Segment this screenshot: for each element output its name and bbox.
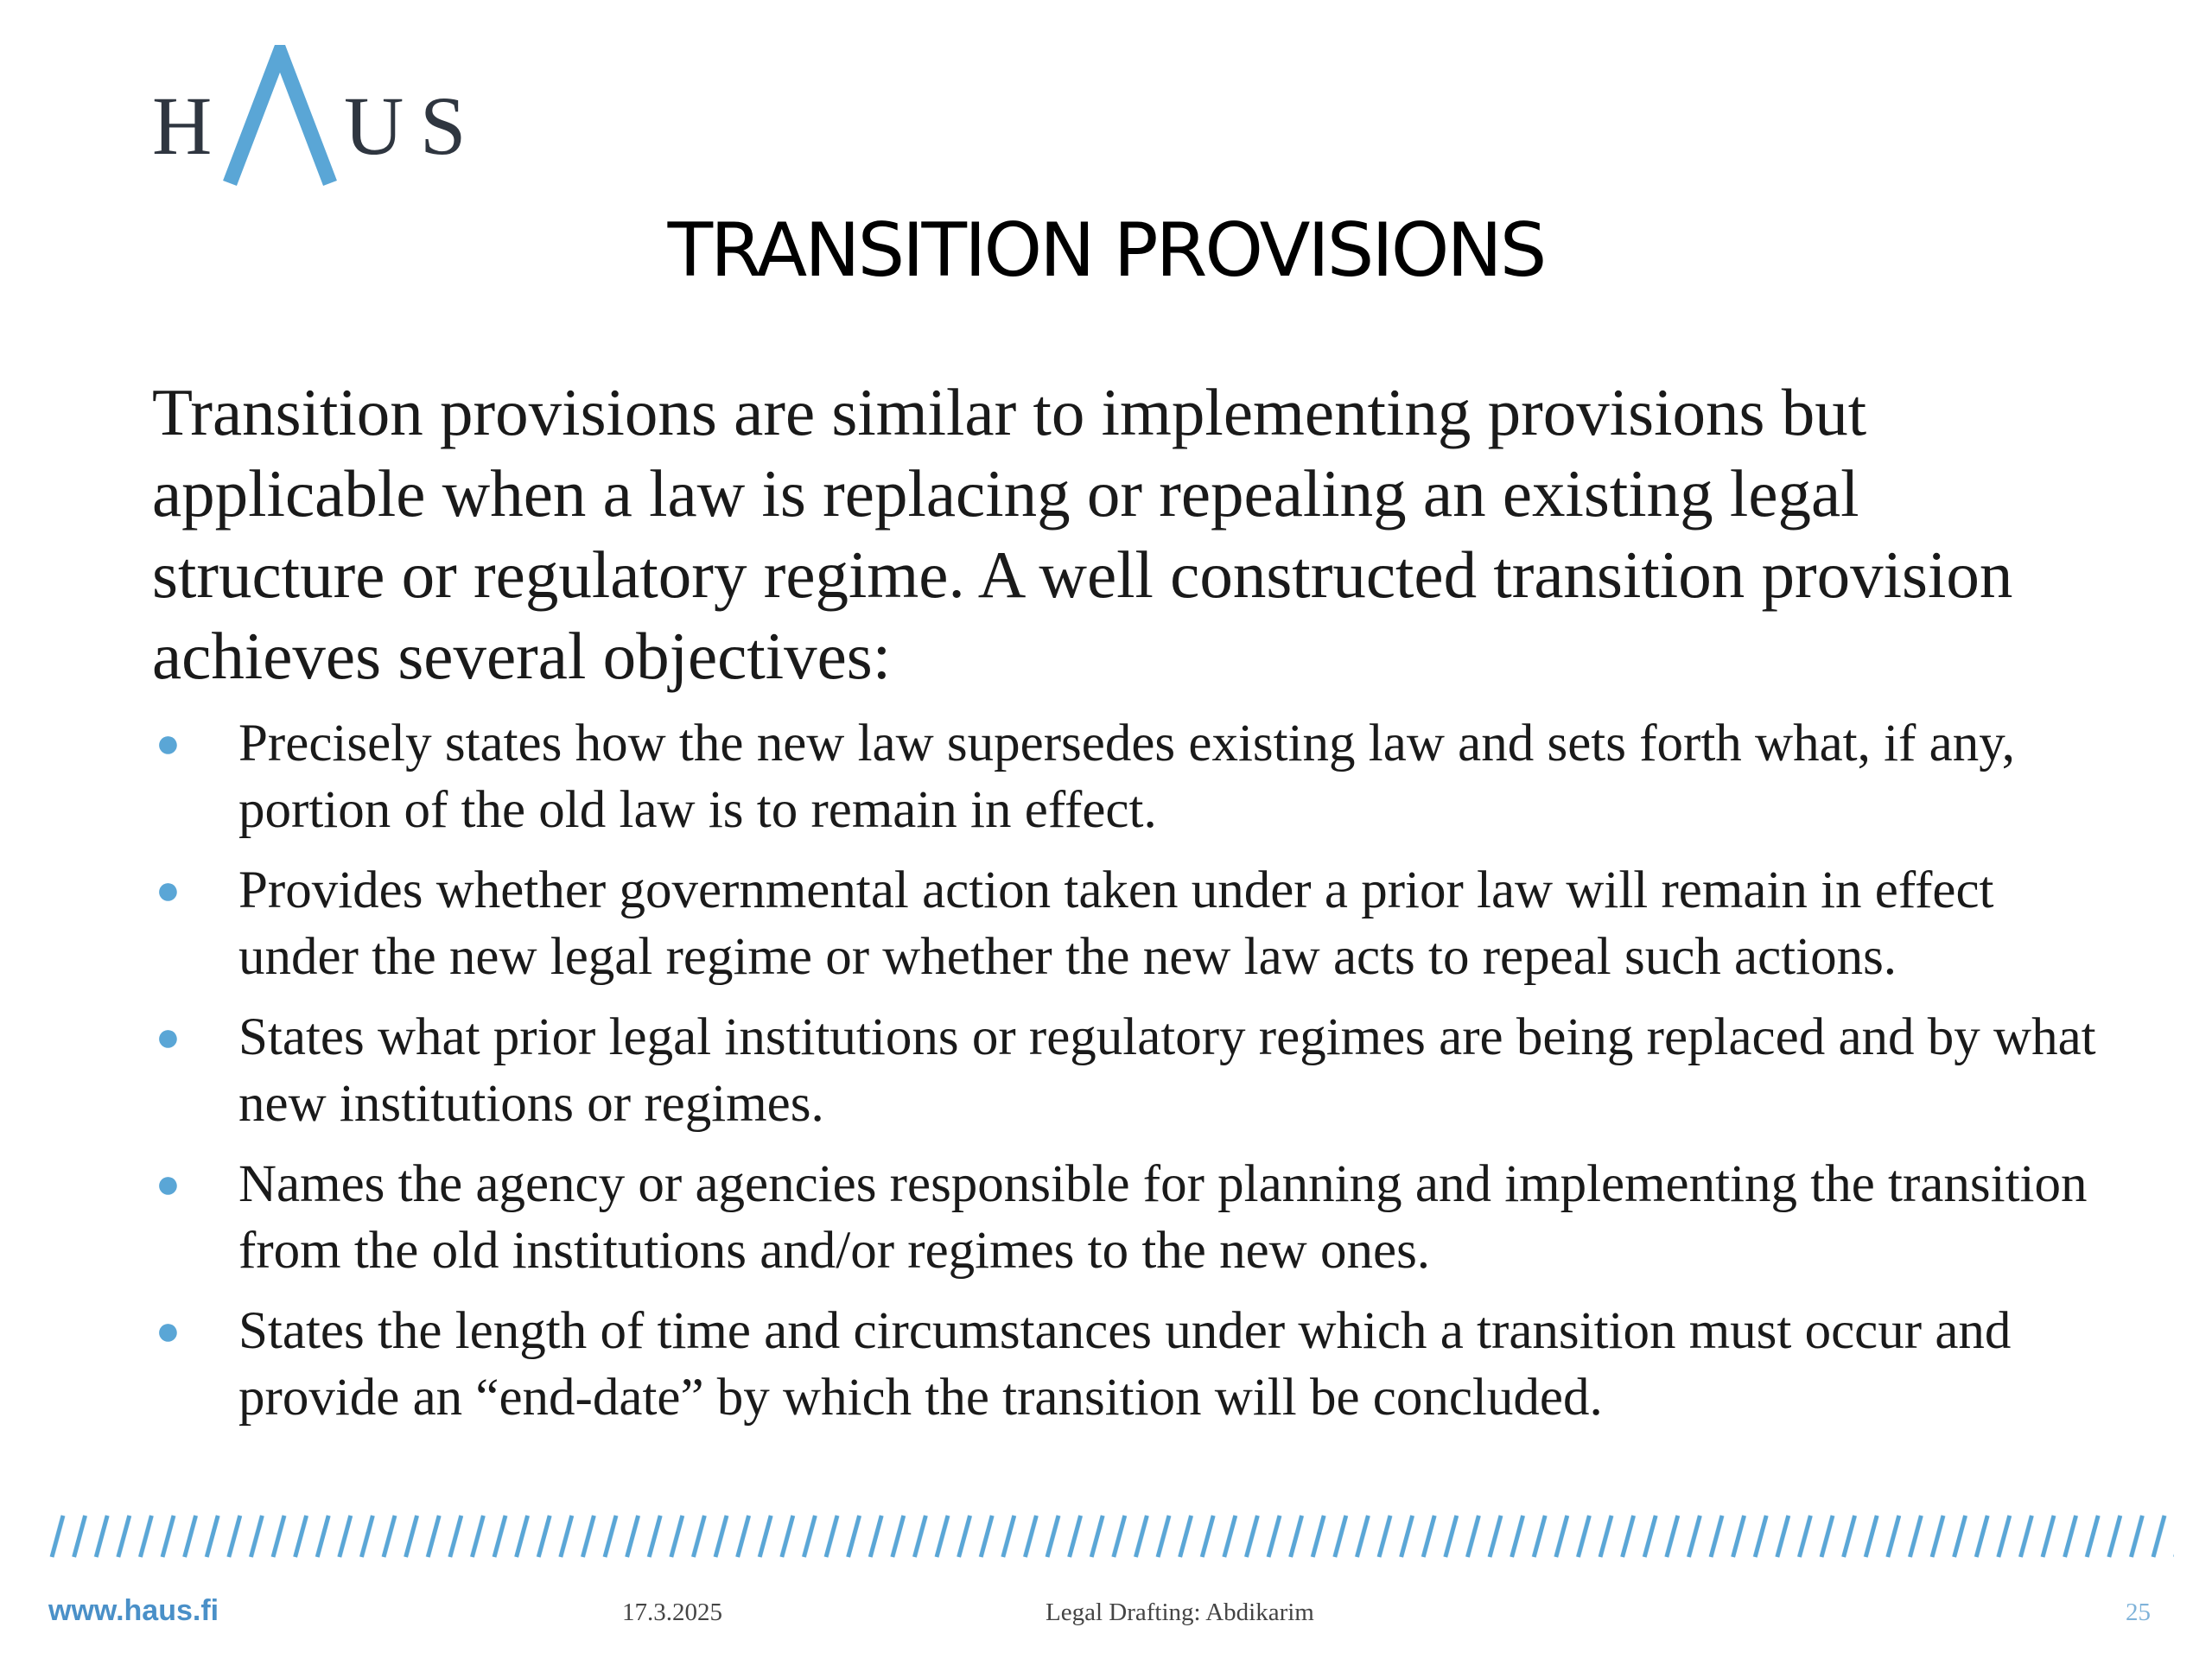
list-item [152, 1004, 2096, 1137]
intro-paragraph: Transition provisions are similar to implementing provisions but applicable when a law is replacing or repealing an existing legal structure or regulatory regime. A well constructed transition provision achieves several objectives: [152, 375, 2013, 693]
list-item [152, 1151, 2096, 1284]
list-item-text: Names the agency or agencies responsible for planning and implementing the transition from the old institutions and/or regimes to the new ones. [238, 1155, 2088, 1280]
list-item [152, 710, 2096, 843]
list-item-text: Provides whether governmental action taken under a prior law will remain in effect under the new legal regime or whether the new law acts to repeal such actions. [238, 861, 1994, 986]
logo-letter-h: H [152, 79, 213, 172]
list-item [152, 1298, 2096, 1431]
bullet-dot-icon: ● [156, 868, 181, 913]
list-item-text: States the length of time and circumstances under which a transition must occur and provide an “end-date” by which the transition will be concluded. [238, 1302, 2012, 1427]
footer-date: 17.3.2025 [622, 1599, 722, 1626]
logo-letter-s: S [420, 79, 467, 172]
footer-page-number: 25 [2126, 1599, 2151, 1626]
bullet-dot-icon: ● [156, 721, 181, 766]
footer-website-link[interactable]: www.haus.fi [48, 1594, 219, 1627]
slide-title: TRANSITION PROVISIONS [667, 207, 1545, 294]
list-item-text: Precisely states how the new law supersedes existing law and sets forth what, if any, portion of the old law is to remain in effect. [238, 715, 2015, 839]
bullet-dot-icon: ● [156, 1161, 181, 1207]
bullet-dot-icon: ● [156, 1014, 181, 1060]
bullet-dot-icon: ● [156, 1308, 181, 1354]
diagonal-stripes-icon [48, 1514, 2174, 1559]
logo-chevron-icon [219, 45, 340, 192]
objectives-list [152, 710, 2096, 1445]
list-item-text: States what prior legal institutions or regulatory regimes are being replaced and by what new institutions or regimes. [238, 1008, 2096, 1133]
footer-course-name: Legal Drafting: Abdikarim [1046, 1599, 1314, 1626]
list-item [152, 857, 2096, 990]
haus-logo [152, 45, 472, 192]
logo-letter-u: U [344, 79, 404, 172]
